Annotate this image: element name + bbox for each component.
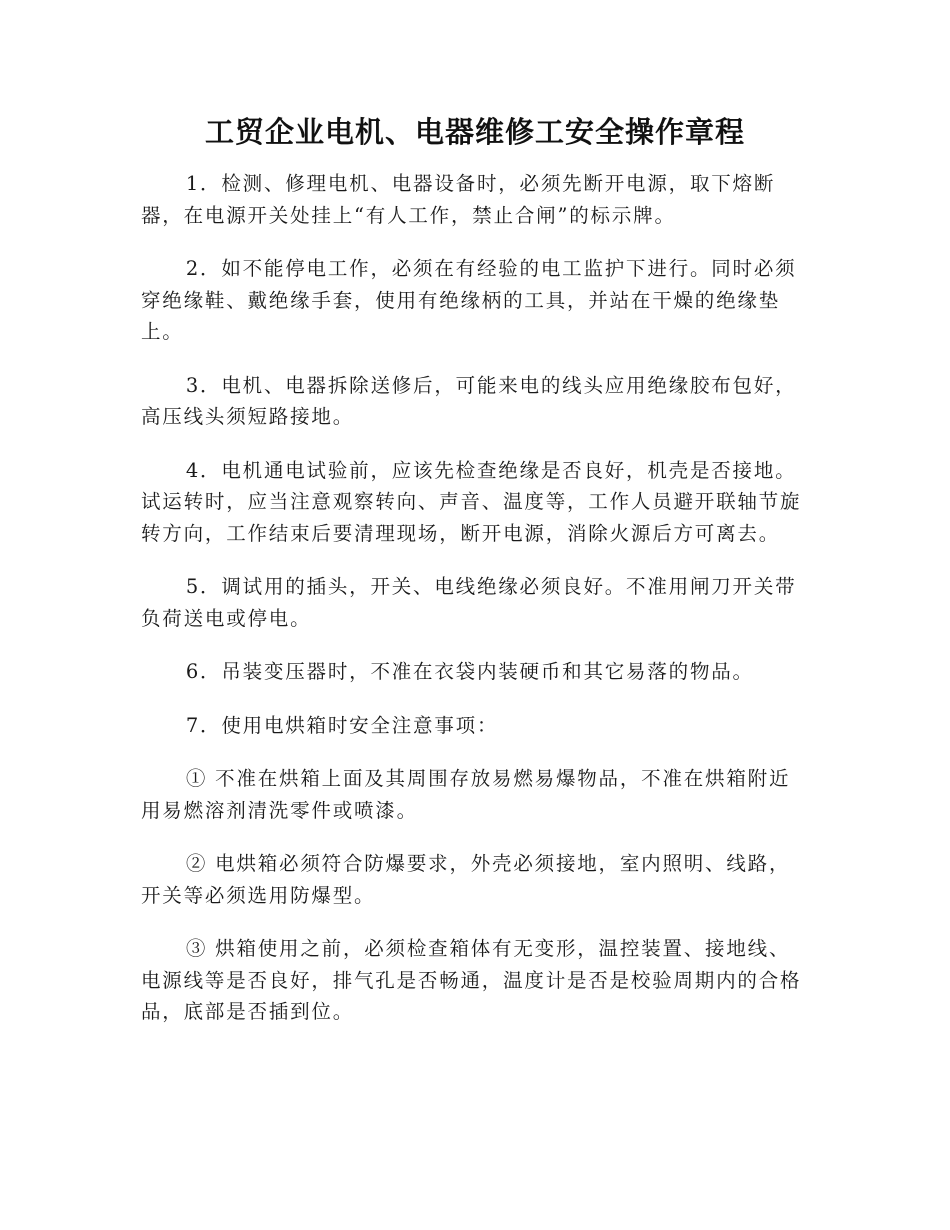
paragraph-7-item-2: ② 电烘箱必须符合防爆要求，外壳必须接地，室内照明、线路，开关等必须选用防爆型。	[141, 852, 791, 907]
paragraph-5: 5．调试用的插头，开关、电线绝缘必须良好。不准用闸刀开关带负荷送电或停电。	[141, 575, 797, 630]
paragraph-7-item-3: ③ 烘箱使用之前，必须检查箱体有无变形，温控装置、接地线、电源线等是否良好，排气孔是否畅通，温度计是否是校验周期内的合格品，底部是否插到位。	[141, 937, 802, 1023]
document-title: 工贸企业电机、电器维修工安全操作章程	[204, 115, 745, 149]
paragraph-6: 6．吊装变压器时，不准在衣袋内装硬币和其它易落的物品。	[185, 660, 754, 683]
paragraph-1: 1．检测、修理电机、电器设备时，必须先断开电源，取下熔断器，在电源开关处挂上“有人工作，禁止合闸”的标示牌。	[141, 172, 776, 227]
paragraph-2: 2．如不能停电工作，必须在有经验的电工监护下进行。同时必须穿绝缘鞋、戴绝缘手套，使用有绝缘柄的工具，并站在干燥的绝缘垫上。	[141, 257, 797, 343]
paragraph-4: 4．电机通电试验前，应该先检查绝缘是否良好，机壳是否接地。试运转时，应当注意观察转向、声音、温度等，工作人员避开联轴节旋转方向，工作结束后要清理现场，断开电源，消除火源后方可离去。	[141, 458, 802, 545]
paragraph-7-item-1: ① 不准在烘箱上面及其周围存放易燃易爆物品，不准在烘箱附近用易燃溶剂清洗零件或喷漆。	[141, 767, 791, 822]
document-body	[141, 168, 809, 1050]
paragraph-3: 3．电机、电器拆除送修后，可能来电的线头应用绝缘胶布包好，高压线头须短路接地。	[141, 373, 797, 428]
paragraph-7: 7．使用电烘箱时安全注意事项：	[185, 713, 499, 737]
